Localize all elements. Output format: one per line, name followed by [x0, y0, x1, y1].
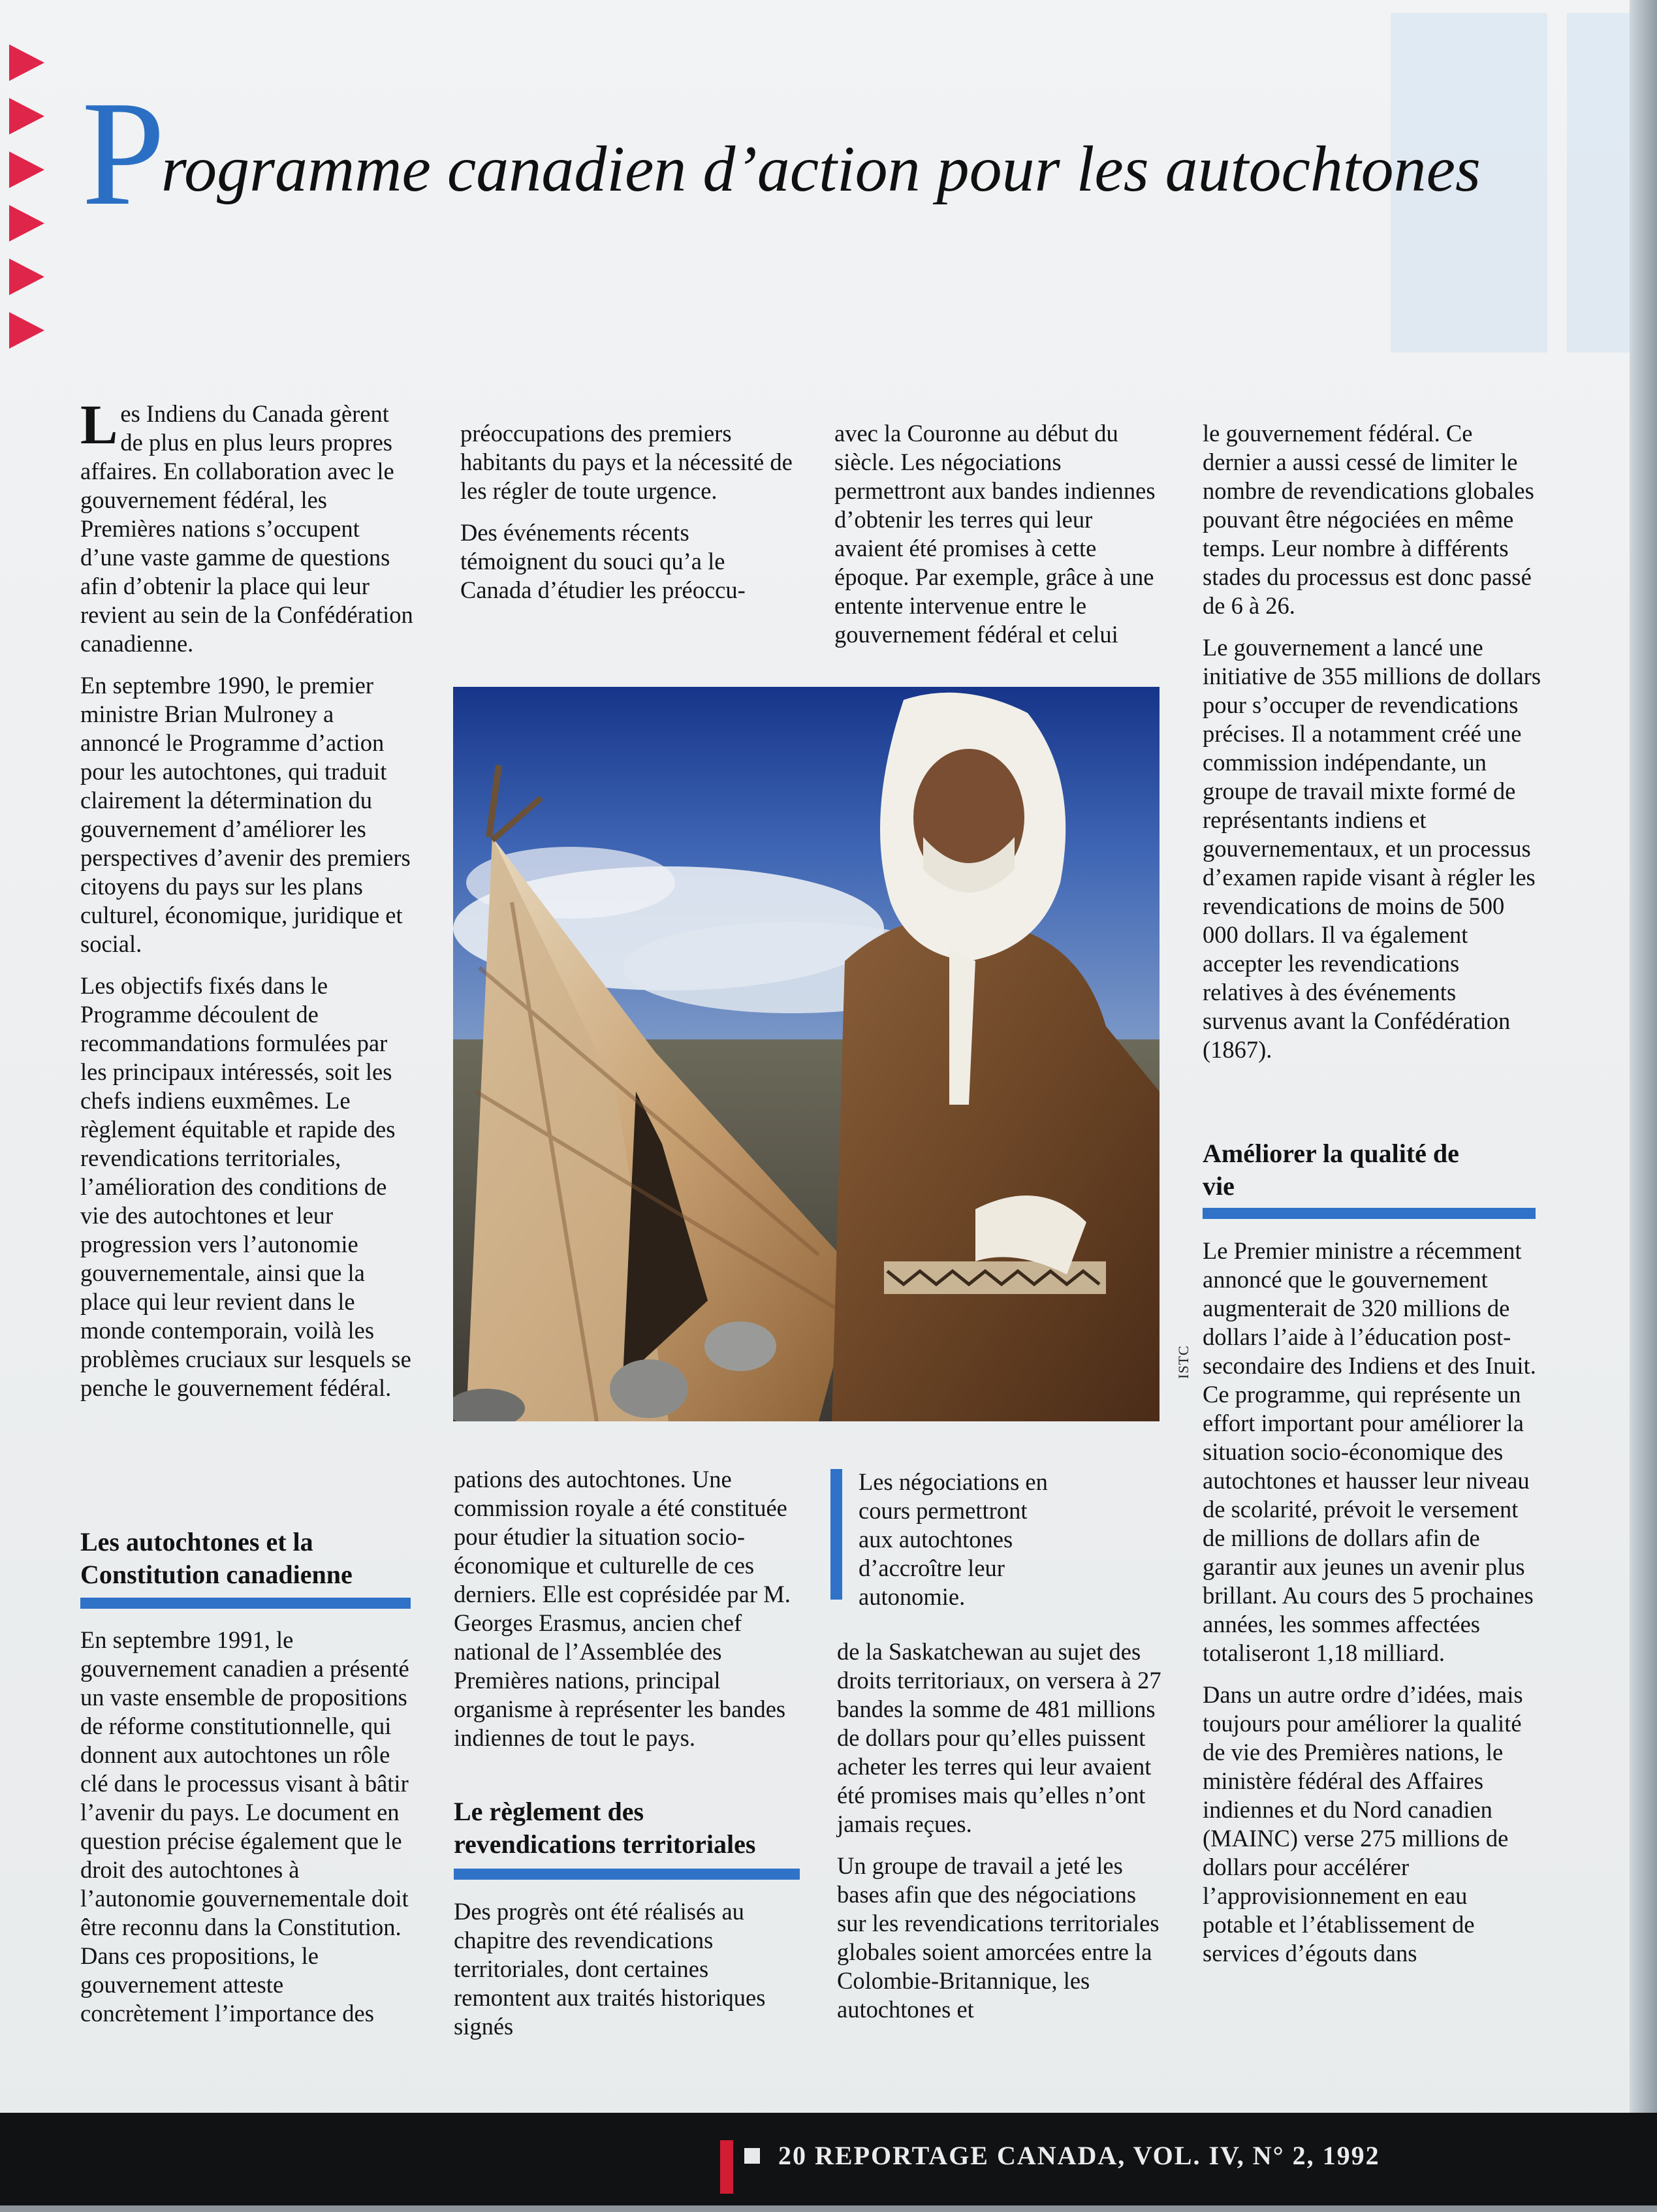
pull-quote-text: Les négociations en cours permettront aux autochtones d’accroître leur autonomie.: [859, 1468, 1048, 1610]
section-heading-land-claims: Le règlement des revendications territoriales: [454, 1797, 756, 1859]
edge-marker: [9, 205, 44, 242]
page-edge-shadow: [1630, 0, 1657, 2115]
page-bottom-edge: [0, 2205, 1657, 2212]
footer-folio: 20 REPORTAGE CANADA, VOL. IV, N° 2, 1992: [778, 2141, 1380, 2170]
edge-marker: [9, 151, 44, 188]
column4-paragraph-4: Dans un autre ordre d’idées, mais toujours pour améliorer la qualité de vie des Premières nations, le ministère fédéral des Affaires indiennes et du Nord canadien (MAINC) verse 275 millions de dollars pour accélérer l’approvisionnement en eau potable et l’établissement de services d’égouts dans: [1203, 1681, 1523, 1967]
section-rule: [1203, 1208, 1536, 1219]
column-1: [80, 393, 413, 1415]
column-4-lower: [1203, 1237, 1542, 1981]
column2-paragraph-1: préoccupations des premiers habitants du pays et la nécessité de les régler de toute urgence.: [460, 420, 793, 504]
column1-paragraph-2: En septembre 1990, le premier ministre Brian Mulroney a annoncé le Programme d’action pour les autochtones, qui traduit clairement la détermination du gouvernement d’améliorer les perspectives d’avenir des premiers citoyens du pays sur les plans culturel, économique, juridique et social.: [80, 672, 411, 957]
column1-paragraph-1: Les Indiens du Canada gèrent de plus en plus leurs propres affaires. En collaboration avec le gouvernement fédéral, les Premières nations s’occupent d’une vaste gamme de questions afin d’obtenir la place qui leur revient au sein de la Confédération canadienne.: [80, 393, 413, 657]
column-1-lower: [80, 1626, 413, 2041]
column2-paragraph-3: pations des autochtones. Une commission royale a été constituée pour étudier la situation socio-économique et culturelle de ces derniers. Elle est coprésidée par M. Georges Erasmus, ancien chef national de l’Assemblée des Premières nations, principal organisme à représenter les bandes indiennes de tout le pays.: [454, 1466, 791, 1751]
footer-red-marker: [720, 2140, 733, 2194]
section-rule: [80, 1598, 411, 1609]
title-text: rogramme canadien d’action pour les autochtones: [161, 133, 1481, 205]
page-title: [82, 70, 1481, 236]
photo-credit: ISTC: [1175, 1345, 1191, 1379]
column4-paragraph-1: le gouvernement fédéral. Ce dernier a aussi cessé de limiter le nombre de revendications globales pouvant être négociées en même temps. Leur nombre à différents stades du processus est donc passé de 6 à 26.: [1203, 420, 1534, 619]
column3-paragraph-3: Un groupe de travail a jeté les bases afin que des négociations sur les revendications territoriales globales soient amorcées entre la Colombie-Britannique, les autochtones et: [837, 1852, 1160, 2023]
column3-paragraph-1: avec la Couronne au début du siècle. Les négociations permettront aux bandes indiennes d’obtenir les terres qui leur avaient été promises à cette époque. Par exemple, grâce à une entente intervenue entre le gouvernement fédéral et celui: [834, 420, 1156, 648]
section-heading-constitution: Les autochtones et la Constitution canadienne: [80, 1527, 353, 1589]
column-2: [460, 419, 800, 618]
column4-paragraph-2: Le gouvernement a lancé une initiative de 355 millions de dollars pour s’occuper de revendications précises. Il a notamment créé une commission indépendante, un groupe de travail mixte formé de représentants indiens et gouvernementaux, et un processus d’examen rapide visant à régler les revendications de moins de 500 000 dollars. Il va également accepter les revendications relatives à des événements survenus avant la Confédération (1867).: [1203, 634, 1541, 1063]
edge-marker: [9, 312, 44, 349]
column1-paragraph-3: Les objectifs fixés dans le Programme découlent de recommandations formulées par les principaux intéressés, soit les chefs indiens euxmêmes. Le règlement équitable et rapide des revendications territoriales, l’amélioration des conditions de vie des autochtones et leur progression vers l’autonomie gouvernementale, ainsi que la place qui leur revient dans le monde contemporain, voilà les problèmes cruciaux sur lesquels se penche le gouvernement fédéral.: [80, 972, 411, 1401]
paragraph-drop-cap: L: [80, 393, 118, 456]
column4-paragraph-3: Le Premier ministre a récemment annoncé que le gouvernement augmenterait de 320 millions de dollars l’aide à l’éducation post-secondaire des Indiens et des Inuit. Ce programme, qui représente un effort important pour améliorer la situation socio-économique des autochtones et hausser leur niveau de scolarité, prévoit le versement de millions de dollars afin de garantir aux jeunes un avenir plus brillant. Au cours des 5 prochaines années, les sommes affectées totaliseront 1,18 milliard.: [1203, 1237, 1536, 1666]
edge-marker: [9, 98, 44, 134]
title-drop-cap: P: [82, 70, 165, 236]
section-heading-quality-of-life: Améliorer la qualité de vie: [1203, 1139, 1459, 1201]
footer-square-bullet: [744, 2148, 760, 2164]
column2-paragraph-2: Des événements récents témoignent du souci qu’a le Canada d’étudier les préoccu-: [460, 519, 746, 603]
column-2-lower: [454, 1465, 800, 1765]
edge-marker: [9, 259, 44, 295]
column-2-bottom: [454, 1897, 800, 2054]
column-3: [834, 419, 1161, 662]
edge-marker: [9, 44, 44, 81]
column3-paragraph-2: de la Saskatchewan au sujet des droits territoriaux, on versera à 27 bandes la somme de 481 millions de dollars pour qu’elles puissent acheter les terres qui leur avaient été promises mais qu’elles n’ont jamais reçues.: [837, 1638, 1161, 1837]
section-rule: [454, 1869, 800, 1880]
pull-quote: [859, 1468, 1048, 1624]
column2-paragraph-4: Des progrès ont été réalisés au chapitre des revendications territoriales, dont certaines remontent aux traités historiques signés: [454, 1898, 766, 2040]
article-photo: [453, 687, 1160, 1421]
column-4: [1203, 419, 1542, 1077]
photo-illustration: [453, 687, 1160, 1421]
column-3-lower: [837, 1637, 1163, 2037]
column1-paragraph-4: En septembre 1991, le gouvernement canadien a présenté un vaste ensemble de propositions de réforme constitutionnelle, qui donnent aux autochtones un rôle clé dans le processus visant à bâtir l’avenir du pays. Le document en question précise également que le droit des autochtones à l’autonomie gouvernementale doit être reconnu dans la Constitution. Dans ces propositions, le gouvernement atteste concrètement l’importance des: [80, 1626, 409, 2027]
pull-quote-bar: [830, 1469, 842, 1600]
show-through-block: [1567, 13, 1630, 353]
